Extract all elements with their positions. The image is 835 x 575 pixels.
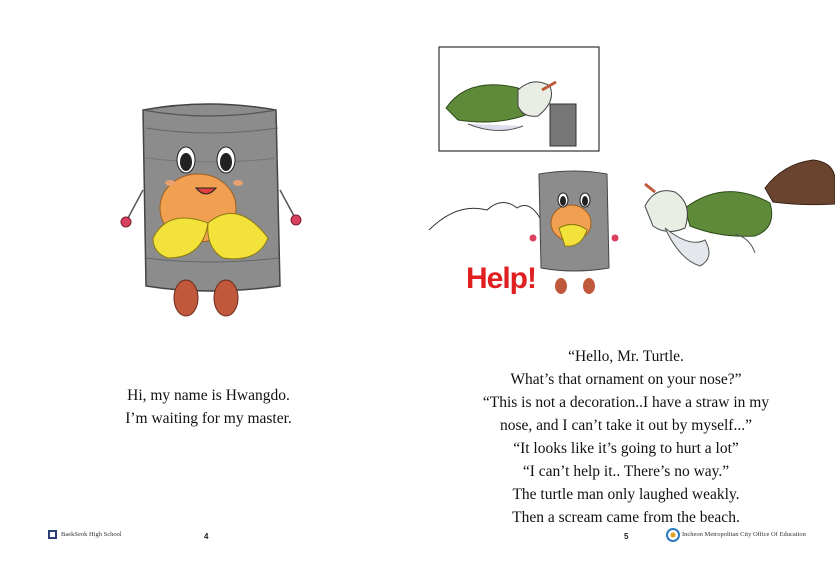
education-office-name: Incheon Metropolitan City Office Of Education [682, 531, 806, 538]
education-office-logo-icon [666, 528, 680, 542]
turtle-inset-illustration [438, 46, 600, 152]
page-number-left: 4 [204, 532, 209, 541]
right-story-text [417, 345, 835, 529]
hwangdo-can-illustration [108, 98, 308, 323]
story-line: “It looks like it’s going to hurt a lot” [513, 440, 739, 457]
turtle-illustration [645, 178, 780, 273]
story-line: “I can’t help it.. There’s no way.” [522, 463, 730, 480]
help-sound-effect: Help! [466, 262, 536, 295]
story-line: Hi, my name is Hwangdo. [127, 387, 290, 404]
school-name: BaekSeok High School [61, 531, 122, 538]
story-line: The turtle man only laughed weakly. [512, 486, 740, 503]
hwangdo-small-illustration [529, 168, 624, 298]
left-page [0, 0, 417, 575]
right-page [417, 0, 834, 575]
story-line: I’m waiting for my master. [125, 410, 292, 427]
school-logo-icon [47, 529, 58, 540]
page-number-right: 5 [624, 532, 629, 541]
story-line: Then a scream came from the beach. [512, 509, 740, 526]
story-line: nose, and I can’t take it out by myself...” [500, 417, 752, 434]
rock-illustration [763, 158, 835, 208]
left-story-text [0, 384, 417, 430]
story-line: “This is not a decoration..I have a straw in my [482, 394, 770, 411]
story-line: “Hello, Mr. Turtle. [568, 348, 684, 365]
story-line: What’s that ornament on your nose?” [510, 371, 742, 388]
